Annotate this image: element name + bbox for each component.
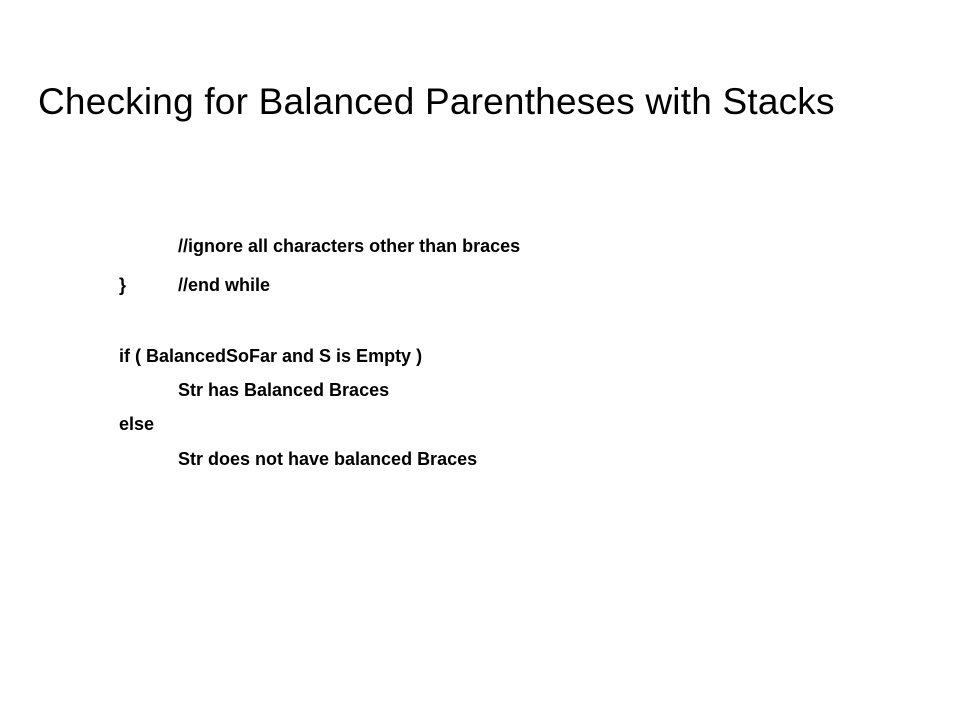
code-line-close-brace: } bbox=[119, 275, 127, 295]
slide-title: Checking for Balanced Parentheses with Stacks bbox=[38, 81, 835, 122]
code-line-if-condition: if ( BalancedSoFar and S is Empty ) bbox=[119, 346, 423, 366]
code-line-balanced-result: Str has Balanced Braces bbox=[178, 380, 390, 400]
code-line-else: else bbox=[119, 414, 155, 434]
code-line-end-while-comment: //end while bbox=[178, 275, 271, 295]
code-line-ignore-comment: //ignore all characters other than braces bbox=[178, 236, 521, 256]
code-line-unbalanced-result: Str does not have balanced Braces bbox=[178, 449, 478, 469]
